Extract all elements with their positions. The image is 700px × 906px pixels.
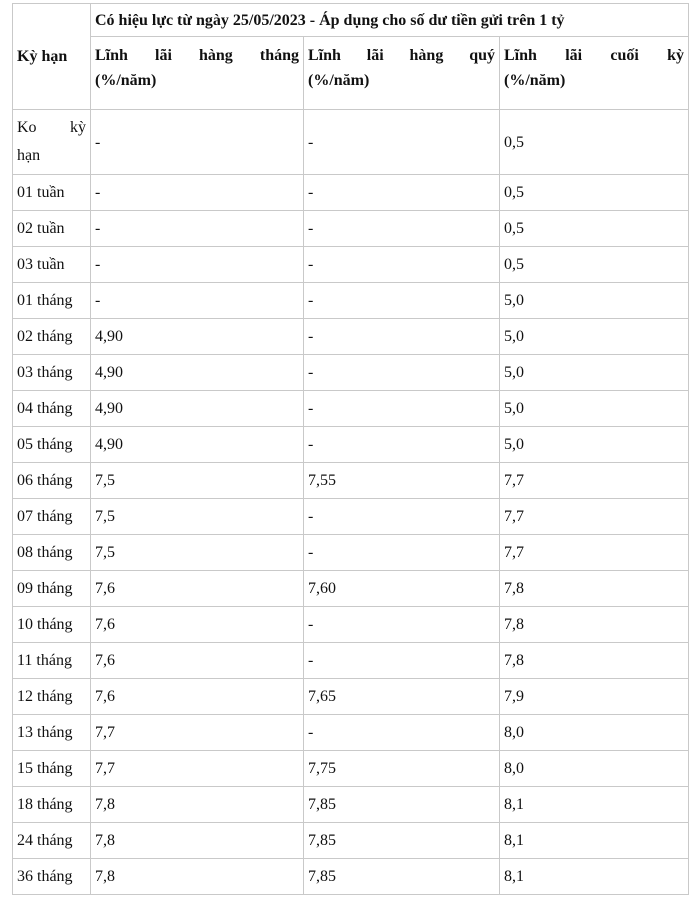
monthly-interest-header (91, 37, 304, 110)
term-cell: 09 tháng (13, 571, 91, 607)
table-row (13, 715, 689, 751)
table-row-no-term (13, 110, 689, 175)
monthly-rate-cell: 7,6 (91, 643, 304, 679)
quarterly-rate-cell: 7,85 (304, 859, 500, 895)
table-row (13, 571, 689, 607)
table-row (13, 859, 689, 895)
term-cell: 08 tháng (13, 535, 91, 571)
quarterly-rate-cell: - (304, 211, 500, 247)
interest-rate-table (12, 3, 689, 895)
monthly-rate-cell: 7,5 (91, 463, 304, 499)
monthly-rate-cell: 7,7 (91, 715, 304, 751)
table-row (13, 751, 689, 787)
monthly-rate-cell: 7,6 (91, 679, 304, 715)
term-cell: 18 tháng (13, 787, 91, 823)
end-of-term-rate-cell: 5,0 (500, 319, 689, 355)
monthly-rate-cell: 7,7 (91, 751, 304, 787)
term-cell: 15 tháng (13, 751, 91, 787)
end-of-term-rate-cell: 7,8 (500, 607, 689, 643)
quarterly-rate-cell: - (304, 391, 500, 427)
table-row (13, 463, 689, 499)
term-cell: 10 tháng (13, 607, 91, 643)
monthly-rate-cell: 7,8 (91, 823, 304, 859)
monthly-rate-cell: - (91, 110, 304, 175)
quarterly-interest-header-unit: (%/năm) (308, 72, 370, 89)
term-cell: 24 tháng (13, 823, 91, 859)
monthly-rate-cell: - (91, 175, 304, 211)
monthly-rate-cell: - (91, 211, 304, 247)
monthly-rate-cell: 7,6 (91, 607, 304, 643)
end-of-term-rate-cell: 7,7 (500, 499, 689, 535)
quarterly-rate-cell: 7,60 (304, 571, 500, 607)
term-cell: 13 tháng (13, 715, 91, 751)
end-of-term-rate-cell: 0,5 (500, 247, 689, 283)
table-row (13, 823, 689, 859)
end-of-term-rate-cell: 8,1 (500, 823, 689, 859)
no-term-label-part3: hạn (17, 147, 41, 164)
term-cell: 01 tháng (13, 283, 91, 319)
end-of-term-rate-cell: 5,0 (500, 427, 689, 463)
end-of-term-rate-cell: 8,0 (500, 715, 689, 751)
quarterly-rate-cell: 7,65 (304, 679, 500, 715)
end-of-term-rate-cell: 8,1 (500, 859, 689, 895)
end-of-term-rate-cell: 7,7 (500, 535, 689, 571)
monthly-rate-cell: 4,90 (91, 355, 304, 391)
no-term-label-part2: kỳ (70, 119, 86, 136)
effective-date-group-header: Có hiệu lực từ ngày 25/05/2023 - Áp dụng cho số dư tiền gửi trên 1 tỷ (91, 4, 689, 37)
table-row (13, 679, 689, 715)
term-column-header: Kỳ hạn (13, 4, 91, 110)
end-of-term-interest-header-title: Lĩnh lãi cuối kỳ (504, 47, 684, 64)
monthly-rate-cell: 7,5 (91, 535, 304, 571)
term-cell: 03 tuần (13, 247, 91, 283)
table-row (13, 283, 689, 319)
end-of-term-rate-cell: 7,9 (500, 679, 689, 715)
quarterly-rate-cell: - (304, 427, 500, 463)
table-row (13, 211, 689, 247)
monthly-rate-cell: 4,90 (91, 319, 304, 355)
table-row (13, 355, 689, 391)
monthly-rate-cell: 4,90 (91, 391, 304, 427)
monthly-rate-cell: 7,5 (91, 499, 304, 535)
table-row (13, 607, 689, 643)
monthly-interest-header-title: Lĩnh lãi hàng tháng (95, 47, 299, 64)
monthly-rate-cell: - (91, 283, 304, 319)
term-cell (13, 110, 91, 175)
term-cell: 01 tuần (13, 175, 91, 211)
monthly-rate-cell: 7,6 (91, 571, 304, 607)
header-row-columns (13, 37, 689, 110)
end-of-term-rate-cell: 7,7 (500, 463, 689, 499)
end-of-term-rate-cell: 8,1 (500, 787, 689, 823)
term-cell: 06 tháng (13, 463, 91, 499)
monthly-rate-cell: 4,90 (91, 427, 304, 463)
end-of-term-rate-cell: 0,5 (500, 175, 689, 211)
end-of-term-interest-header (500, 37, 689, 110)
term-cell: 36 tháng (13, 859, 91, 895)
quarterly-rate-cell: - (304, 355, 500, 391)
quarterly-rate-cell: - (304, 247, 500, 283)
quarterly-rate-cell: - (304, 607, 500, 643)
quarterly-rate-cell: 7,55 (304, 463, 500, 499)
quarterly-rate-cell: - (304, 110, 500, 175)
quarterly-rate-cell: - (304, 283, 500, 319)
end-of-term-rate-cell: 0,5 (500, 110, 689, 175)
quarterly-rate-cell: 7,85 (304, 787, 500, 823)
term-cell: 02 tuần (13, 211, 91, 247)
monthly-rate-cell: 7,8 (91, 859, 304, 895)
monthly-interest-header-unit: (%/năm) (95, 72, 157, 89)
table-row (13, 247, 689, 283)
quarterly-rate-cell: - (304, 499, 500, 535)
monthly-rate-cell: 7,8 (91, 787, 304, 823)
quarterly-rate-cell: - (304, 535, 500, 571)
term-cell: 04 tháng (13, 391, 91, 427)
table-row (13, 391, 689, 427)
end-of-term-rate-cell: 0,5 (500, 211, 689, 247)
quarterly-rate-cell: - (304, 319, 500, 355)
quarterly-rate-cell: - (304, 643, 500, 679)
table-row (13, 427, 689, 463)
end-of-term-rate-cell: 5,0 (500, 355, 689, 391)
term-cell: 07 tháng (13, 499, 91, 535)
table-row (13, 535, 689, 571)
table-row (13, 643, 689, 679)
term-cell: 05 tháng (13, 427, 91, 463)
quarterly-rate-cell: - (304, 715, 500, 751)
term-cell: 11 tháng (13, 643, 91, 679)
table-row (13, 499, 689, 535)
no-term-label-part1: Ko (17, 119, 37, 136)
monthly-rate-cell: - (91, 247, 304, 283)
quarterly-rate-cell: 7,75 (304, 751, 500, 787)
quarterly-rate-cell: - (304, 175, 500, 211)
end-of-term-rate-cell: 5,0 (500, 391, 689, 427)
quarterly-rate-cell: 7,85 (304, 823, 500, 859)
table-row (13, 175, 689, 211)
term-cell: 02 tháng (13, 319, 91, 355)
table-row (13, 787, 689, 823)
end-of-term-rate-cell: 7,8 (500, 571, 689, 607)
end-of-term-rate-cell: 8,0 (500, 751, 689, 787)
table-row (13, 319, 689, 355)
end-of-term-rate-cell: 5,0 (500, 283, 689, 319)
quarterly-interest-header-title: Lĩnh lãi hàng quý (308, 47, 495, 64)
header-row-group (13, 4, 689, 37)
end-of-term-rate-cell: 7,8 (500, 643, 689, 679)
quarterly-interest-header (304, 37, 500, 110)
term-cell: 03 tháng (13, 355, 91, 391)
end-of-term-interest-header-unit: (%/năm) (504, 72, 566, 89)
term-cell: 12 tháng (13, 679, 91, 715)
no-term-label (17, 114, 86, 170)
